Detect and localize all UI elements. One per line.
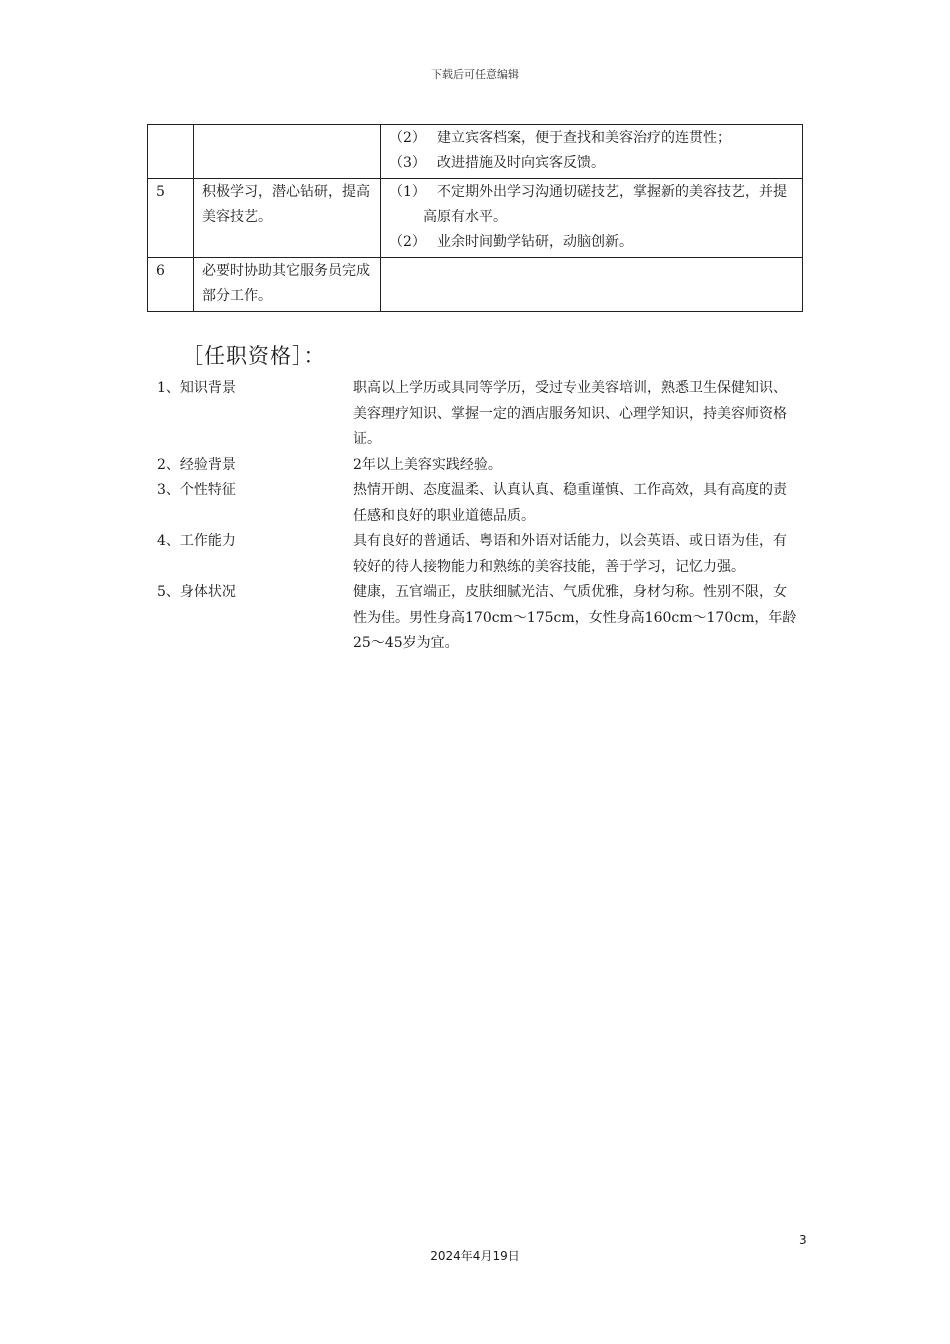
qualification-label: 2、经验背景: [157, 456, 236, 473]
duty-table: [147, 124, 803, 312]
qualification-text: 健康，五官端正，皮肤细腻光洁、气质优雅，身材匀称。性别不限，女性为佳。男性身高170cm～175cm，女性身高160cm～170cm，年龄25～45岁为宜。: [353, 584, 797, 651]
detail-line: （2） 建立宾客档案，便于查找和美容治疗的连贯性；: [389, 130, 731, 146]
header-note: 下载后可任意编辑: [431, 68, 519, 81]
qualification-label: 3、个性特征: [157, 482, 236, 498]
duty-item: [194, 125, 381, 179]
qualification-text: 2年以上美容实践经验。: [353, 456, 502, 473]
row-number: 5: [148, 179, 194, 258]
footer-date: 2024年4月19日: [430, 1249, 520, 1263]
row-number: 6: [148, 258, 194, 312]
row-number: [148, 125, 194, 179]
qualification-text: 职高以上学历或具同等学历，受过专业美容培训，熟悉卫生保健知识、美容理疗知识、掌握一定的酒店服务知识、心理学知识，持美容师资格证。: [353, 380, 787, 447]
list-item: [157, 580, 807, 657]
table-row: [148, 258, 803, 312]
page-number: 3: [799, 1233, 807, 1247]
detail-line: （2） 业余时间勤学钻研，动脑创新。: [389, 234, 633, 250]
qualification-text: 具有良好的普通话、粤语和外语对话能力，以会英语、或日语为佳，有较好的待人接物能力和熟练的美容技能，善于学习，记忆力强。: [353, 533, 787, 575]
qualification-text: 热情开朗、态度温柔、认真认真、稳重谨慎、工作高效，具有高度的责任感和良好的职业道德品质。: [353, 482, 787, 524]
duty-item: 积极学习，潜心钻研，提高美容技艺。: [194, 179, 381, 258]
detail-line: （3） 改进措施及时向宾客反馈。: [389, 155, 605, 171]
qualification-label: 1、知识背景: [157, 380, 236, 396]
qualifications-list: [157, 376, 807, 657]
duty-item: 必要时协助其它服务员完成部分工作。: [194, 258, 381, 312]
list-item: [157, 376, 807, 453]
table-row: [148, 179, 803, 258]
table-row: [148, 125, 803, 179]
duty-details: [381, 179, 803, 258]
list-item: [157, 453, 807, 479]
qualification-label: 5、身体状况: [157, 584, 236, 600]
list-item: [157, 478, 807, 529]
detail-line: （1） 不定期外出学习沟通切磋技艺，掌握新的美容技艺，并提高原有水平。: [389, 184, 787, 225]
duty-details: [381, 125, 803, 179]
qualification-label: 4、工作能力: [157, 533, 236, 549]
section-title: ［任职资格］：: [182, 344, 326, 368]
duty-details: [381, 258, 803, 312]
list-item: [157, 529, 807, 580]
